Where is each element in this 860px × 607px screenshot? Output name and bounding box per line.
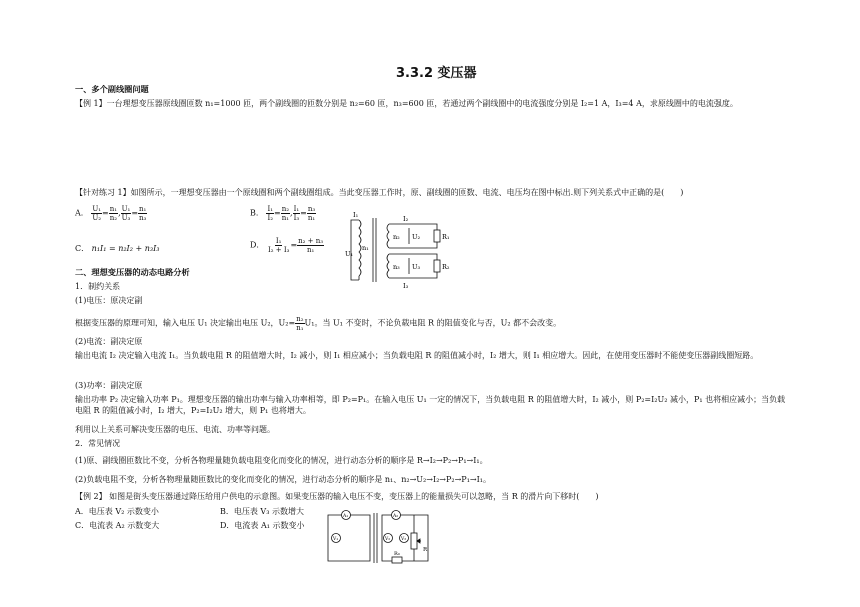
paragraph-power: 输出功率 P₂ 决定输入功率 P₁。理想变压器的输出功率与输入功率相等，即 P₂=P₁。在输入电压 U₁ 一定的情况下，当负载电阻 R 的阻值增大时，I₂ 减小，则 P₂=I₂U₂ 减小，P₁ 也将相应减小；当负载电阻 R 的阻值减小时，I₂ 增大，P₂=I₂U₂ 增大，则 P₁ 也将增大。 xyxy=(75,395,786,415)
option-d: D． $\frac{\text{I₁}}{\text{I₂ + I₃}}$ = $\frac{\text{n₂ + n₃}}{\text{n₁}}$ xyxy=(250,237,324,254)
example-2-option-c: C．电流表 A₂ 示数变大 xyxy=(75,521,160,530)
transformer-diagram xyxy=(345,212,460,290)
fraction xyxy=(138,205,147,222)
fig2-meter-A2: A₂ xyxy=(393,514,399,519)
example-1-text: 【例 1】一台理想变压器原线圈匝数 n₁=1000 匝，两个副线圈的匝数分别是 n₂=60 匝，n₃=600 匝，若通过两个副线圈中的电流强度分别是 I₂=1 A，I₃=4 A，求原线圈中的电流强度。 xyxy=(75,99,738,108)
paragraph-current: 输出电流 I₂ 决定输入电流 I₁。当负载电阻 R 的阻值增大时，I₂ 减小，则 I₁ 相应减小；当负载电阻 R 的阻值减小时，I₂ 增大，则 I₁ 相应增大。因此，在使用变压器时不能使变压器副线圈短路。 xyxy=(75,351,759,360)
fig1-label-n3: n₃ xyxy=(393,263,400,271)
numerator: n₃ xyxy=(307,205,316,213)
fig1-label-U1: U₁ xyxy=(345,250,354,258)
numerator: I₁ xyxy=(267,205,274,213)
numerator: I₁ xyxy=(275,237,282,245)
numerator: U₁ xyxy=(121,205,131,213)
fraction xyxy=(295,315,304,332)
numerator: U₁ xyxy=(92,205,102,213)
denominator: n₁ xyxy=(307,214,316,222)
numerator: n₁ xyxy=(109,205,118,213)
option-a: A． $\frac{\text{U₁}}{\text{U₂}}$ = $\frac{\text{n₁}}{\text{n₂}}$ , $\frac{\text{U₁}}{\text{U₃}}$ = $\frac{\text{n₁}}{\text{n₃}}$ xyxy=(75,205,147,222)
section-heading-2: 二、理想变压器的动态电路分析 xyxy=(75,267,190,277)
fraction xyxy=(293,205,301,222)
fig2-meter-A1: A₁ xyxy=(343,514,349,519)
paragraph-voltage xyxy=(75,315,561,332)
fig1-label-R2: R₂ xyxy=(442,263,450,271)
section-heading-1: 一、多个副线圈问题 xyxy=(75,84,149,94)
option-b-label: B． xyxy=(250,208,264,218)
fraction xyxy=(121,205,132,222)
fig1-label-U3: U₃ xyxy=(412,263,421,271)
example-2-option-d: D．电流表 A₁ 示数变小 xyxy=(220,521,305,530)
practice-1-text: 【针对练习 1】如图所示，一理想变压器由一个原线圈和两个副线圈组成。当此变压器工作时，原、副线圈的匝数、电流、电压均在图中标出.则下列关系式中正确的是( ) xyxy=(75,188,684,197)
option-b: B． $\frac{\text{I₁}}{\text{I₂}}$ = $\frac{\text{n₂}}{\text{n₁}}$ , $\frac{\text{I₁}}{\text{I₃}}$ = $\frac{\text{n₃}}{\text{n₁}}$ xyxy=(250,205,316,222)
paragraph-voltage-part2: U₁。当 U₁ 不变时，不论负载电阻 R 的阻值变化与否，U₂ 都不会改变。 xyxy=(304,318,562,328)
fig1-label-n2: n₂ xyxy=(393,233,400,241)
denominator: n₁ xyxy=(296,324,304,332)
fraction xyxy=(307,205,316,222)
numerator: n₁ xyxy=(139,205,147,213)
fraction xyxy=(91,205,102,222)
fig1-label-I3: I₃ xyxy=(403,282,409,290)
fig1-label-R1: R₁ xyxy=(442,233,450,241)
fraction xyxy=(109,205,118,222)
denominator: n₁ xyxy=(306,246,315,254)
denominator: n₁ xyxy=(281,214,290,222)
fig2-meter-V2: V₂ xyxy=(385,537,391,542)
fig1-label-n1: n₁ xyxy=(362,244,369,252)
paragraph-current-heading: (2)电流：副决定原 xyxy=(75,337,143,346)
example-2-text: 【例 2】 如图是街头变压器通过降压给用户供电的示意图。如果变压器的输入电压不变，变压器上的能量损失可以忽略，当 R 的滑片向下移时( ) xyxy=(75,492,599,501)
page-title: 3.3.2 变压器 xyxy=(396,66,477,81)
numerator: I₁ xyxy=(293,205,300,213)
fraction xyxy=(267,237,290,254)
denominator: U₂ xyxy=(92,214,102,222)
numerator: n₂ xyxy=(281,205,290,213)
option-c-formula: n₁I₁ = n₂I₂ + n₃I₃ xyxy=(91,244,160,253)
fig2-meter-V1: V₁ xyxy=(333,537,339,542)
fig2-label-R: R xyxy=(423,547,428,553)
denominator: I₂ + I₃ xyxy=(267,246,290,254)
denominator: n₂ xyxy=(109,214,118,222)
street-transformer-diagram xyxy=(322,505,440,569)
denominator: I₂ xyxy=(267,214,274,222)
option-a-label: A． xyxy=(75,208,89,218)
fig2-meter-V3: V₃ xyxy=(401,537,407,542)
option-c-label: C． xyxy=(75,244,90,253)
paragraph-case-2: (2)负载电阻不变，分析各物理量随匝数比的变化而变化的情况，进行动态分析的顺序是 n₁、n₂→U₂→I₂→P₂→P₁→I₁。 xyxy=(75,475,491,484)
fraction xyxy=(297,237,324,254)
fig1-label-U2: U₂ xyxy=(412,233,421,241)
paragraph-voltage-part1: 根据变压器的原理可知，输入电压 U₁ 决定输出电压 U₂，U₂= xyxy=(75,318,296,328)
option-d-label: D． xyxy=(250,240,265,250)
paragraph-common-heading: 2．常见情况 xyxy=(75,439,121,448)
paragraph-constraint-heading: 1．制约关系 xyxy=(75,282,121,291)
denominator: U₃ xyxy=(121,214,131,222)
example-2-option-a: A．电压表 V₂ 示数变小 xyxy=(75,507,159,516)
fraction xyxy=(266,205,274,222)
denominator: I₃ xyxy=(293,214,300,222)
numerator: n₂ xyxy=(296,315,304,323)
fraction xyxy=(281,205,290,222)
paragraph-power-heading: (3)功率：副决定原 xyxy=(75,381,143,390)
numerator: n₂ + n₃ xyxy=(298,237,324,245)
paragraph-case-1: (1)原、副线圈匝数比不变，分析各物理量随负载电阻变化而变化的情况，进行动态分析的顺序是 R→I₂→P₂→P₁→I₁。 xyxy=(75,456,488,465)
fig1-label-I2: I₂ xyxy=(403,215,409,223)
option-c xyxy=(75,243,159,254)
fig2-label-R0: R₀ xyxy=(394,551,400,557)
example-2-option-b: B．电压表 V₃ 示数增大 xyxy=(220,507,304,516)
paragraph-summary: 利用以上关系可解决变压器的电压、电流、功率等问题。 xyxy=(75,425,275,434)
fig1-label-I1: I₁ xyxy=(353,211,359,219)
denominator: n₃ xyxy=(139,214,147,222)
paragraph-voltage-heading: (1)电压：原决定副 xyxy=(75,296,143,305)
